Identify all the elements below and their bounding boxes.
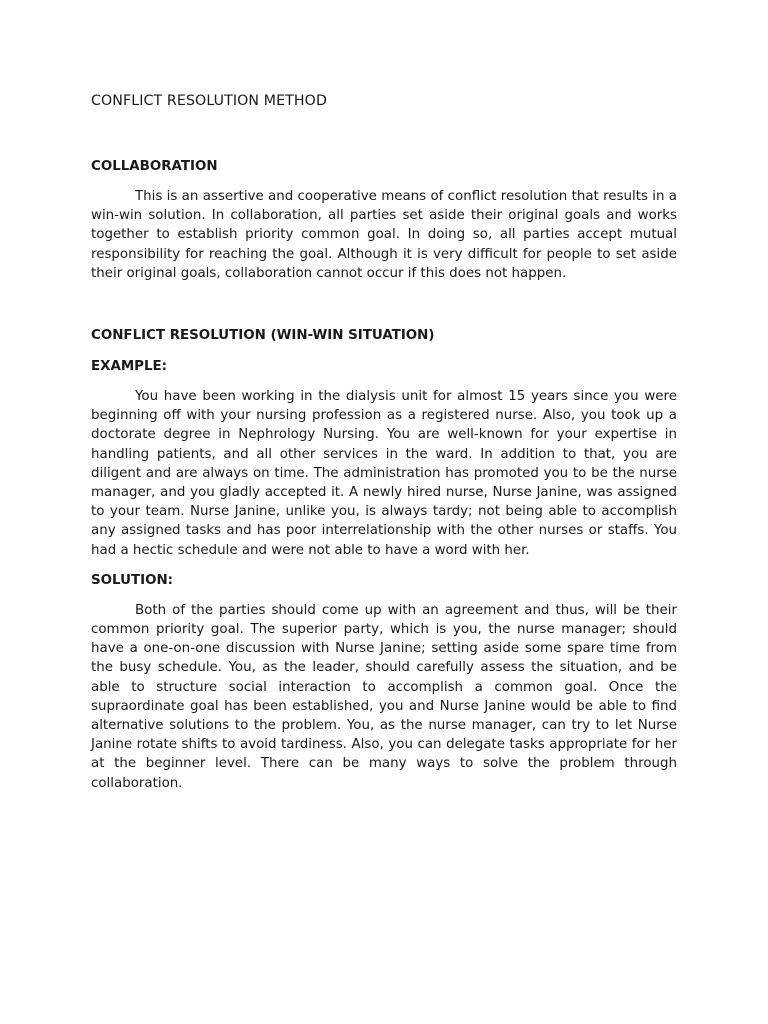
collaboration-paragraph: This is an assertive and cooperative means of conflict resolution that results in a win-win solution. In collaboration, all parties set aside their original goals and works together to establish priority common goal. In doing so, all parties accept mutual responsibility for reaching the goal. Although it is very difficult for people to set aside their original goals, collaboration cannot occur if this does not happen. — [91, 189, 677, 281]
solution-paragraph: Both of the parties should come up with an agreement and thus, will be their common priority goal. The superior party, which is you, the nurse manager; should have a one-on-one discussion with Nurse Janine; setting aside some spare time from the busy schedule. You, as the leader, should carefully assess the situation, and be able to structure social interaction to accomplish a common goal. Once the supraordinate goal has been established, you and Nurse Janine would be able to find alternative solutions to the problem. You, as the nurse manager, can try to let Nurse Janine rotate shifts to avoid tardiness. Also, you can delegate tasks appropriate for her at the beginner level. There can be many ways to solve the problem through collaboration. — [91, 602, 677, 791]
document-title: CONFLICT RESOLUTION METHOD — [91, 93, 327, 109]
solution-heading: SOLUTION: — [91, 572, 174, 588]
document-body — [91, 90, 677, 793]
collaboration-heading: COLLABORATION — [91, 159, 218, 174]
win-win-heading: CONFLICT RESOLUTION (WIN-WIN SITUATION) — [91, 328, 435, 344]
example-paragraph: You have been working in the dialysis unit for almost 15 years since you were beginning off with your nursing profession as a registered nurse. Also, you took up a doctorate degree in Nephrology Nursing. You are well-known for your expertise in handling patients, and all other services in the ward. In addition to that, you are diligent and are always on time. The administration has promoted you to be the nurse manager, and you gladly accepted it. A newly hired nurse, Nurse Janine, was assigned to your team. Nurse Janine, unlike you, is always tardy; not being able to accomplish any assigned tasks and has poor interrelationship with the other nurses or staffs. You had a hectic schedule and were not able to have a word with her. — [91, 389, 677, 558]
example-heading: EXAMPLE: — [91, 359, 168, 375]
